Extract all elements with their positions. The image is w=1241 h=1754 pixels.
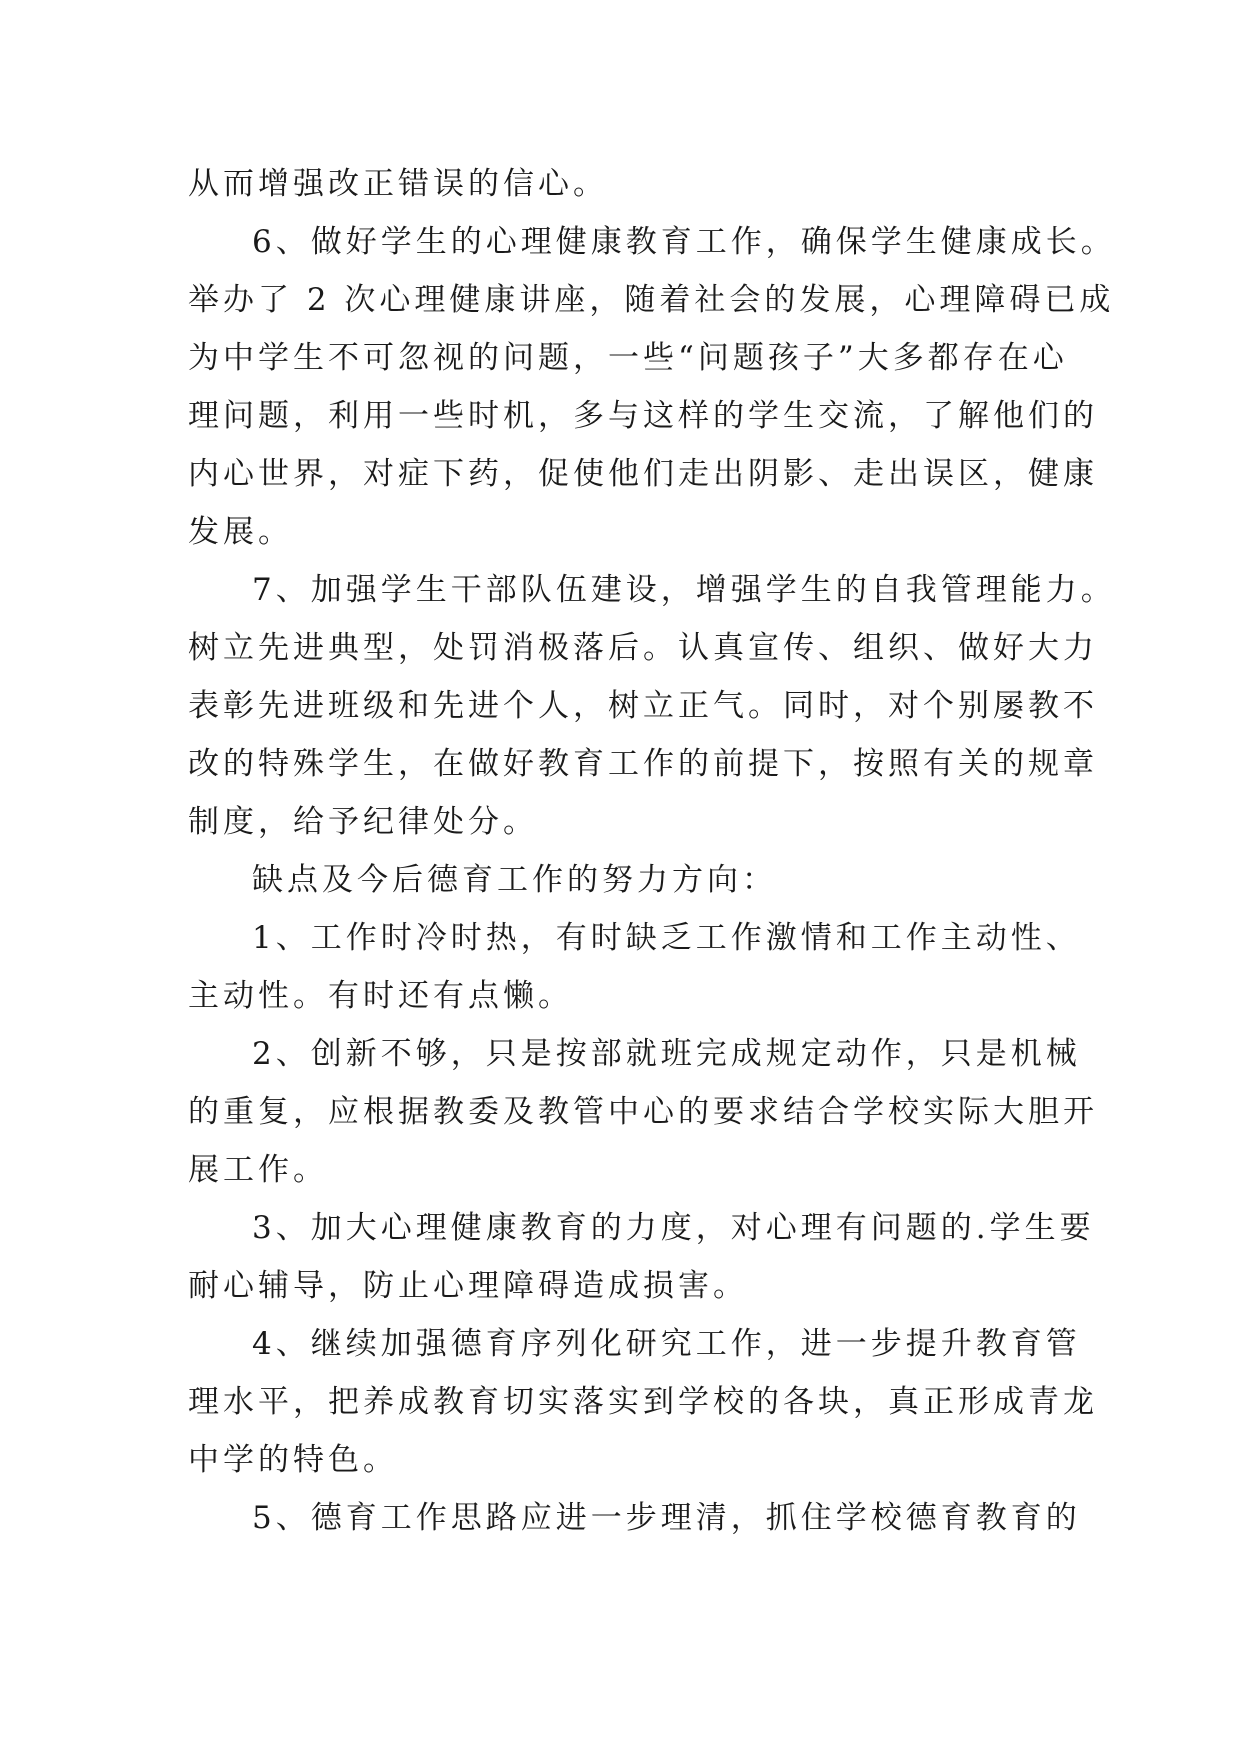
text-line: 3、加大心理健康教育的力度，对心理有问题的.学生要: [252, 1210, 1095, 1246]
text-line: 举办了 2 次心理健康讲座，随着社会的发展，心理障碍已成: [188, 282, 1115, 318]
text-line: 树立先进典型，处罚消极落后。认真宣传、组织、做好大力: [188, 630, 1098, 666]
text-line: 为中学生不可忽视的问题，一些“问题孩子”大多都存在心: [188, 340, 1068, 376]
text-line: 缺点及今后德育工作的努力方向：: [252, 862, 777, 898]
text-line: 发展。: [188, 514, 293, 550]
text-line: 中学的特色。: [188, 1442, 398, 1478]
text-line: 主动性。有时还有点懒。: [188, 978, 573, 1014]
text-line: 2、创新不够，只是按部就班完成规定动作，只是机械: [252, 1036, 1081, 1072]
document-body: [188, 155, 1116, 1547]
text-line: 内心世界，对症下药，促使他们走出阴影、走出误区，健康: [188, 456, 1098, 492]
text-line: 6、做好学生的心理健康教育工作，确保学生健康成长。: [252, 224, 1116, 260]
text-line: 从而增强改正错误的信心。: [188, 166, 608, 202]
text-line: 耐心辅导，防止心理障碍造成损害。: [188, 1268, 748, 1304]
text-line: 展工作。: [188, 1152, 328, 1188]
text-line: 制度，给予纪律处分。: [188, 804, 538, 840]
text-line: 4、继续加强德育序列化研究工作，进一步提升教育管: [252, 1326, 1081, 1362]
text-line: 改的特殊学生，在做好教育工作的前提下，按照有关的规章: [188, 746, 1098, 782]
text-line: 7、加强学生干部队伍建设，增强学生的自我管理能力。: [252, 572, 1116, 608]
text-line: 表彰先进班级和先进个人，树立正气。同时，对个别屡教不: [188, 688, 1098, 724]
text-line: 理问题，利用一些时机，多与这样的学生交流，了解他们的: [188, 398, 1098, 434]
text-line: 理水平，把养成教育切实落实到学校的各块，真正形成青龙: [188, 1384, 1098, 1420]
text-line: 的重复，应根据教委及教管中心的要求结合学校实际大胆开: [188, 1094, 1098, 1130]
text-line: 5、德育工作思路应进一步理清，抓住学校德育教育的: [252, 1500, 1081, 1536]
text-line: 1、工作时冷时热，有时缺乏工作激情和工作主动性、: [252, 920, 1081, 956]
